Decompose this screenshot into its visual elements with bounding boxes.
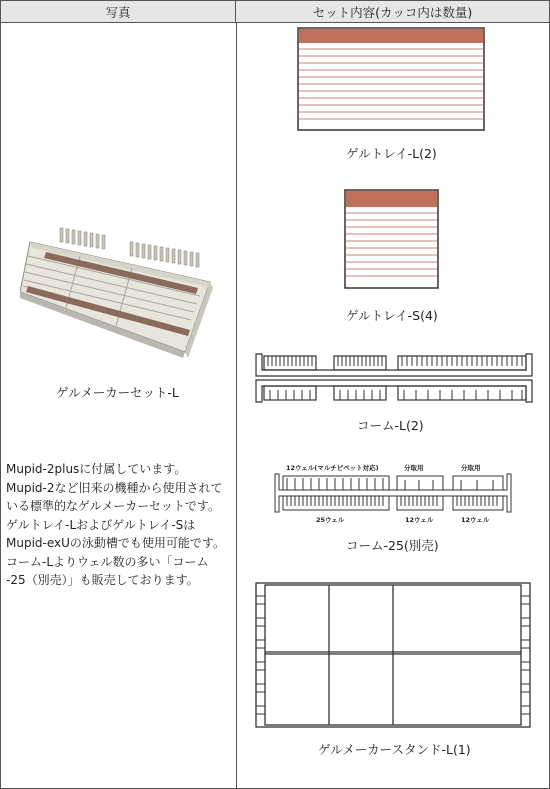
gel-tray-s-caption: ゲルトレイ-S(4) bbox=[346, 308, 438, 323]
description-line: Mupid-exUの泳動槽でも使用可能です。 bbox=[6, 536, 225, 550]
comb25-label-12-wells-b: 12ウェル bbox=[461, 516, 490, 524]
comb-l-drawing bbox=[254, 350, 534, 406]
comb25-label-multi-pipette: 12ウェル(マルチピペット対応) bbox=[286, 464, 379, 472]
comb-l-top bbox=[256, 354, 532, 376]
photo-caption: ゲルメーカーセット-L bbox=[56, 385, 179, 400]
gel-tray-s-band bbox=[346, 191, 437, 207]
description-line: ゲルトレイ-Lおよびゲルトレイ-Sは bbox=[6, 517, 196, 532]
header-set-contents: セット内容(カッコ内は数量) bbox=[236, 1, 549, 23]
photo-description bbox=[6, 460, 231, 590]
description-line: Mupid-2など旧来の機種から使用されて bbox=[6, 480, 223, 495]
gel-tray-l-drawing bbox=[297, 27, 485, 131]
description-line: -25（別売）」も販売しております。 bbox=[6, 573, 199, 587]
comb-l-bottom bbox=[256, 380, 532, 402]
gel-maker-stand-l-drawing bbox=[255, 582, 531, 728]
description-line: いる標準的なゲルメーカーセットです。 bbox=[6, 499, 220, 513]
comb-l-caption: コーム-L(2) bbox=[357, 418, 424, 433]
comb-25-caption: コーム-25(別売) bbox=[346, 538, 439, 553]
comb25-label-12-wells-a: 12ウェル bbox=[405, 516, 434, 524]
column-divider bbox=[236, 23, 237, 789]
comb25-label-split-2: 分取用 bbox=[461, 464, 481, 472]
gel-maker-set-photo bbox=[20, 212, 220, 360]
header-photo: 写真 bbox=[1, 1, 236, 23]
gel-tray-l-caption: ゲルトレイ-L(2) bbox=[346, 146, 437, 161]
gel-maker-stand-l-caption: ゲルメーカースタンド-L(1) bbox=[318, 742, 471, 757]
description-line: Mupid-2plusに付属しています。 bbox=[6, 462, 187, 476]
description-line: コーム-Lよりウェル数の多い「コーム bbox=[6, 554, 209, 569]
comb25-bottom-teeth bbox=[283, 496, 503, 510]
comb25-label-split-1: 分取用 bbox=[404, 464, 424, 472]
gel-tray-l-band bbox=[299, 29, 483, 43]
comb-25-drawing bbox=[273, 472, 513, 514]
gel-tray-s-drawing bbox=[344, 189, 439, 289]
comb25-label-25-wells: 25ウェル bbox=[316, 516, 345, 524]
comb25-top-teeth bbox=[283, 476, 503, 490]
